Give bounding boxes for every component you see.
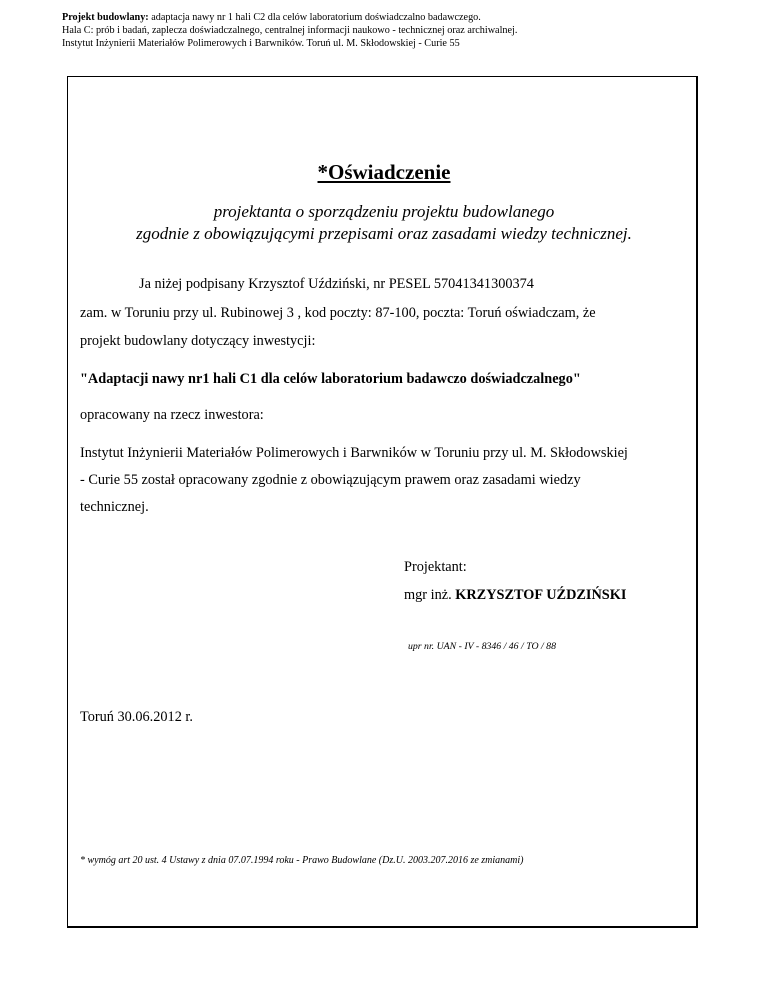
header-line-2: Hala C: prób i badań, zaplecza doświadczalnego, centralnej informacji naukowo - technicznej oraz archiwalnej. — [62, 25, 518, 36]
paragraph-2-line-2: - Curie 55 został opracowany zgodnie z obowiązującym prawem oraz zasadami wiedzy — [80, 472, 581, 488]
designer-title: mgr inż. — [404, 587, 456, 603]
designer-signature — [404, 587, 626, 604]
paragraph-2-line-1: Instytut Inżynierii Materiałów Polimerowych i Barwników w Toruniu przy ul. M. Skłodowskiej — [80, 445, 628, 461]
designer-label: Projektant: — [404, 559, 467, 575]
investor-intro: opracowany na rzecz inwestora: — [80, 407, 264, 423]
investment-name: "Adaptacji nawy nr1 hali C1 dla celów laboratorium badawczo doświadczalnego" — [80, 371, 581, 387]
designer-name: KRZYSZTOF UŹDZIŃSKI — [455, 587, 627, 603]
place-date: Toruń 30.06.2012 r. — [80, 709, 193, 725]
header-line-1 — [62, 11, 722, 24]
subtitle-line-2: zgodnie z obowiązującymi przepisami oraz zasadami wiedzy technicznej. — [136, 224, 632, 243]
paragraph-1-line-1: Ja niżej podpisany Krzysztof Uździński, nr PESEL 57041341300374 — [139, 276, 534, 292]
header-project-text: adaptacja nawy nr 1 hali C2 dla celów laboratorium doświadczalno badawczego. — [148, 12, 481, 23]
document-title: *Oświadczenie — [317, 160, 451, 184]
header-project-label: Projekt budowlany: — [62, 12, 149, 23]
license-number: upr nr. UAN - IV - 8346 / 46 / TO / 88 — [408, 641, 556, 652]
paragraph-1-line-2: zam. w Toruniu przy ul. Rubinowej 3 , kod poczty: 87-100, poczta: Toruń oświadczam, że — [80, 305, 596, 321]
subtitle-line-1: projektanta o sporządzeniu projektu budowlanego — [213, 202, 555, 221]
paragraph-2-line-3: technicznej. — [80, 499, 149, 515]
header-line-3: Instytut Inżynierii Materiałów Polimerowych i Barwników. Toruń ul. M. Skłodowskiej - Curie 55 — [62, 38, 460, 49]
footnote: * wymóg art 20 ust. 4 Ustawy z dnia 07.07.1994 roku - Prawo Budowlane (Dz.U. 2003.207.2016 ze zmianami) — [80, 855, 524, 866]
paragraph-1-line-3: projekt budowlany dotyczący inwestycji: — [80, 333, 316, 349]
document-header — [62, 11, 722, 50]
